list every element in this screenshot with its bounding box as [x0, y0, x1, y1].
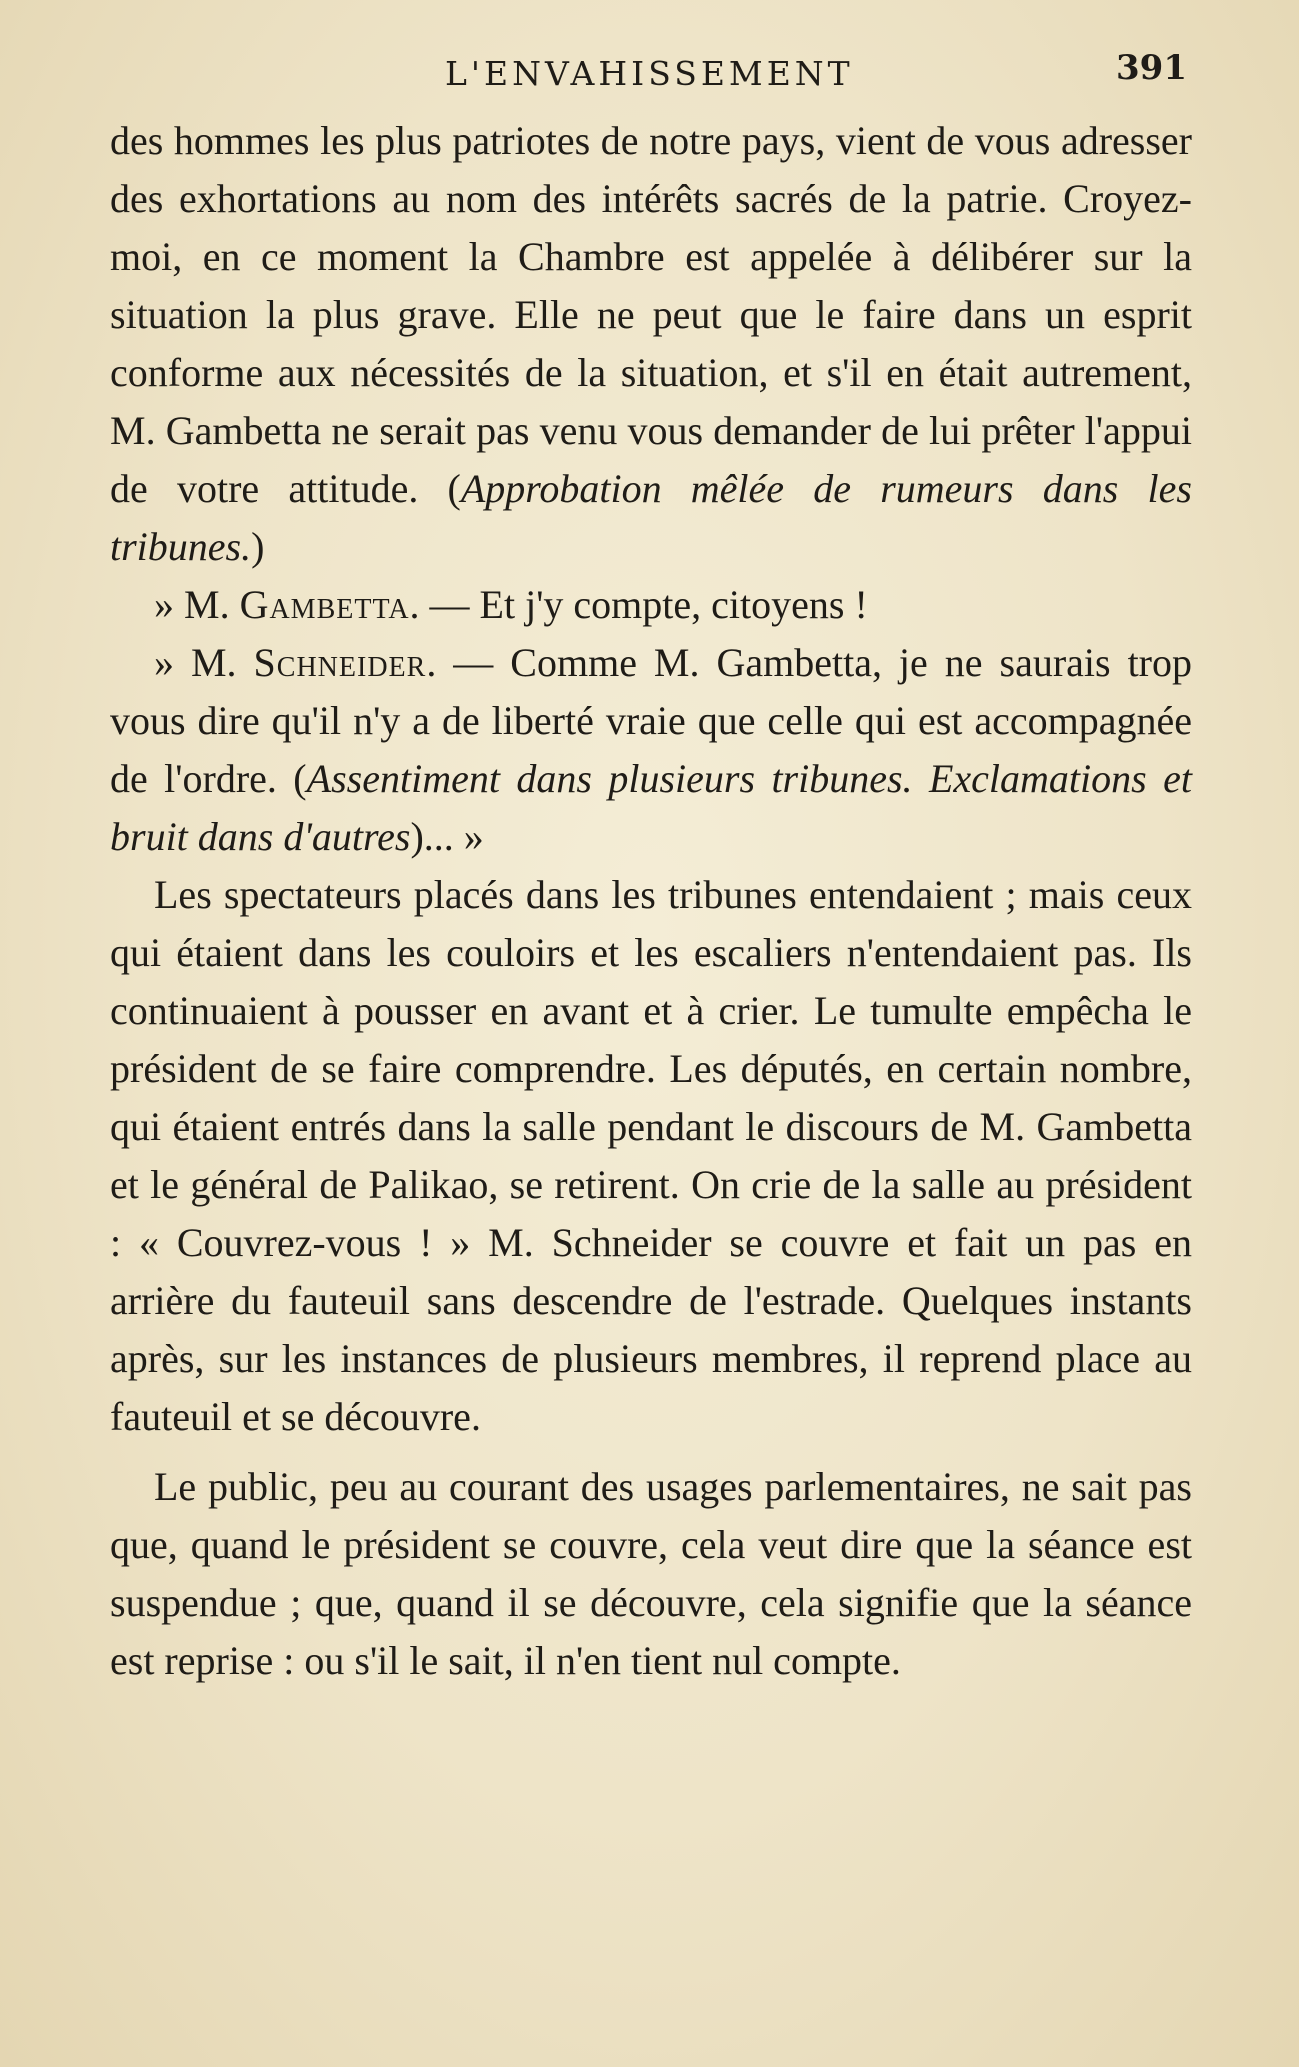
- paragraph-3-text: . — Comme M. Gambetta, je ne saurais trop vous dire qu'il n'y a de liberté vraie que celle qui est accompagnée de l'ordre. (: [110, 640, 1192, 801]
- paragraph-1-italic: Approbation mêlée de rumeurs dans les tribunes.: [110, 466, 1192, 569]
- speaker-gambetta: Gambetta: [239, 582, 410, 627]
- paragraph-3-italic: Assentiment dans plusieurs tribunes. Exclamations et bruit dans d'autres: [110, 756, 1193, 859]
- paragraph-2-prefix: » M.: [154, 582, 240, 627]
- body-text: [110, 112, 1192, 1690]
- paragraph-4: Les spectateurs placés dans les tribunes entendaient ; mais ceux qui étaient dans les couloirs et les escaliers n'entendaient pas. Ils continuaient à pousser en avant et à crier. Le tumulte empêcha le président de se faire comprendre. Les députés, en certain nombre, qui étaient entrés dans la salle pendant le discours de M. Gambetta et le général de Palikao, se retirent. On crie de la salle au président : « Couvrez-vous ! » M. Schneider se couvre et fait un pas en arrière du fauteuil sans descendre de l'estrade. Quelques instants après, sur les instances de plusieurs membres, il reprend place au fauteuil et se découvre.: [110, 872, 1192, 1439]
- speaker-schneider: Schneider: [253, 640, 427, 685]
- running-head: [0, 48, 1299, 98]
- running-title: L'ENVAHISSEMENT: [445, 54, 854, 93]
- paragraph-3-end: )... »: [410, 814, 484, 859]
- paragraph-3: [110, 634, 1192, 866]
- paragraph-3-prefix: » M.: [154, 640, 254, 685]
- paragraph-1-end: ): [251, 524, 265, 569]
- paragraph-2-text: . — Et j'y compte, citoyens !: [409, 582, 868, 627]
- paragraph-5: Le public, peu au courant des usages parlementaires, ne sait pas que, quand le président se couvre, cela veut dire que la séance est suspendue ; que, quand il se découvre, cela signifie que la séance est reprise : ou s'il le sait, il n'en tient nul compte.: [110, 1464, 1192, 1683]
- paragraph-2: [110, 576, 1192, 634]
- page-number: 391: [1116, 48, 1187, 88]
- paragraph-1-text: des hommes les plus patriotes de notre pays, vient de vous adresser des exhortations au nom des intérêts sacrés de la patrie. Croyez-moi, en ce moment la Chambre est appelée à délibérer sur la situation la plus grave. Elle ne peut que le faire dans un esprit conforme aux nécessités de la situation, et s'il en était autrement, M. Gambetta ne serait pas venu vous demander de lui prêter l'appui de votre attitude. (: [110, 118, 1192, 511]
- paragraph-1: [110, 112, 1192, 576]
